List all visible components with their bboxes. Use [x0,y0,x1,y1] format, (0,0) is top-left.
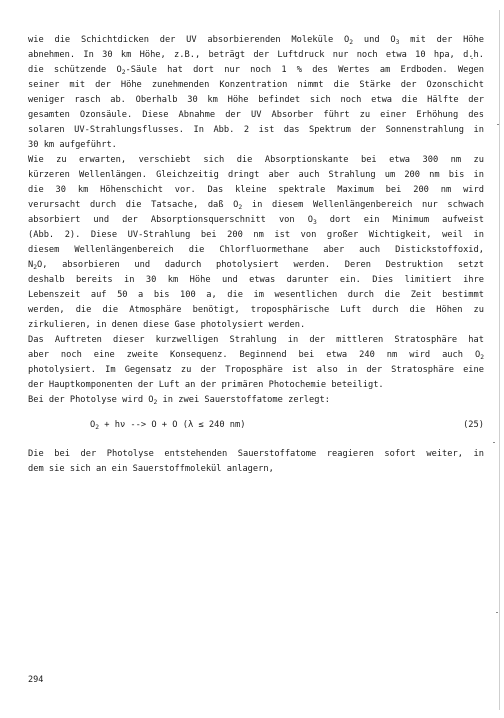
text-line: photolysiert. Im Gegensatz zu der Troposphäre ist also in der Stratosphäre eine [28,365,484,375]
subscript: 2 [238,204,243,211]
equation-25 [28,418,484,433]
body-text [28,33,484,408]
text-line: Die bei der Photolyse entstehenden Sauerstoffatome reagieren sofort weiter, in [28,449,484,459]
body-text-continued [28,447,484,477]
text-line: zirkulieren, in denen diese Gase photolysiert werden. [28,320,306,330]
text-line: weniger rasch ab. Oberhalb 30 km Höhe befindet sich noch etwa die Hälfte der [28,95,484,105]
text-line: Das Auftreten dieser kurzwelligen Strahlung in der mittleren Stratosphäre hat [28,335,484,345]
page-number: 294 [28,675,44,685]
text-line: wie die Schichtdicken der UV absorbierenden Moleküle $O_2$ und $O_3$ mit der Höhe [28,35,484,46]
subscript: 3 [312,219,317,226]
text-line: 30 km aufgeführt. [28,140,117,150]
subscript: 2 [153,399,158,406]
scan-speck [493,442,495,443]
text-line: abnehmen. In 30 km Höhe, z.B., beträgt der Luftdruck nur noch etwa 10 hpa, d.h. [28,50,484,60]
subscript: 2 [121,69,126,76]
text-line: die schützende $O_2$-Säule hat dort nur noch 1 % des Wertes am Erdboden. Wegen [28,65,485,76]
text-line: (Abb. 2). Diese UV-Strahlung bei 200 nm ist von großer Wichtigkeit, weil in [28,230,484,240]
subscript: 2 [33,264,38,271]
text-line: Lebenszeit auf 50 a bis 100 a, die im wesentlichen durch die Zeit bestimmt [28,290,484,300]
document-page [28,33,484,477]
subscript: 2 [95,424,100,431]
text-line: seiner mit der Höhe zunehmenden Konzentration nimmt die Stärke der Ozonschicht [28,80,484,90]
text-line: gesamten Ozonsäule. Diese Abnahme der UV Absorber führt zu einer Erhöhung des [28,110,484,120]
subscript: 3 [395,39,400,46]
equation-number: (25) [463,420,484,430]
scan-speck [497,124,499,125]
text-line: der Hauptkomponenten der Luft an der primären Photochemie beteiligt. [28,380,384,390]
text-line: diesem Wellenlängenbereich die Chlorfluormethane aber auch Distickstoffoxid, [28,245,484,255]
subscript: 2 [480,354,484,361]
subscript: 2 [349,39,354,46]
text-line: absorbiert und der Absorptionsquerschnitt von $O_3$ dort ein Minimum aufweist [28,215,485,226]
text-line: kürzeren Wellenlängen. Gleichzeitig dringt aber auch Strahlung um 200 nm bis in [28,170,484,180]
text-line: die 30 km Höhenschicht vor. Das kleine spektrale Maximum bei 200 nm wird [28,185,484,195]
scan-edge-line [499,10,500,710]
scan-speck [496,612,498,613]
text-line: verursacht durch die Tatsache, daß $O_2$ in diesem Wellenlängenbereich nur schwach [28,200,484,211]
text-line: dem sie sich an ein Sauerstoffmolekül anlagern, [28,464,274,474]
equation-expression: $O_2 + h\nu$ --> O + O (λ ≤ 240 nm) [90,420,246,431]
text-line: Wie zu erwarten, verschiebt sich die Absorptionskante bei etwa 300 nm zu [28,155,484,165]
text-line: aber noch eine zweite Konsequenz. Beginnend bei etwa 240 nm wird auch $O_2$ [28,350,484,361]
text-line: Bei der Photolyse wird $O_2$ in zwei Sauerstoffatome zerlegt: [28,395,330,406]
text-line: deshalb bereits in 30 km Höhe und etwas darunter ein. Dies limitiert ihre [28,275,484,285]
text-line: solaren UV-Strahlungsflusses. In Abb. 2 ist das Spektrum der Sonnenstrahlung in [28,125,484,135]
text-line: $N_2O$, absorbieren und dadurch photolysiert werden. Deren Destruktion setzt [28,260,484,271]
text-line: werden, die die Atmosphäre benötigt, troposphärische Luft durch die Höhen zu [28,305,484,315]
